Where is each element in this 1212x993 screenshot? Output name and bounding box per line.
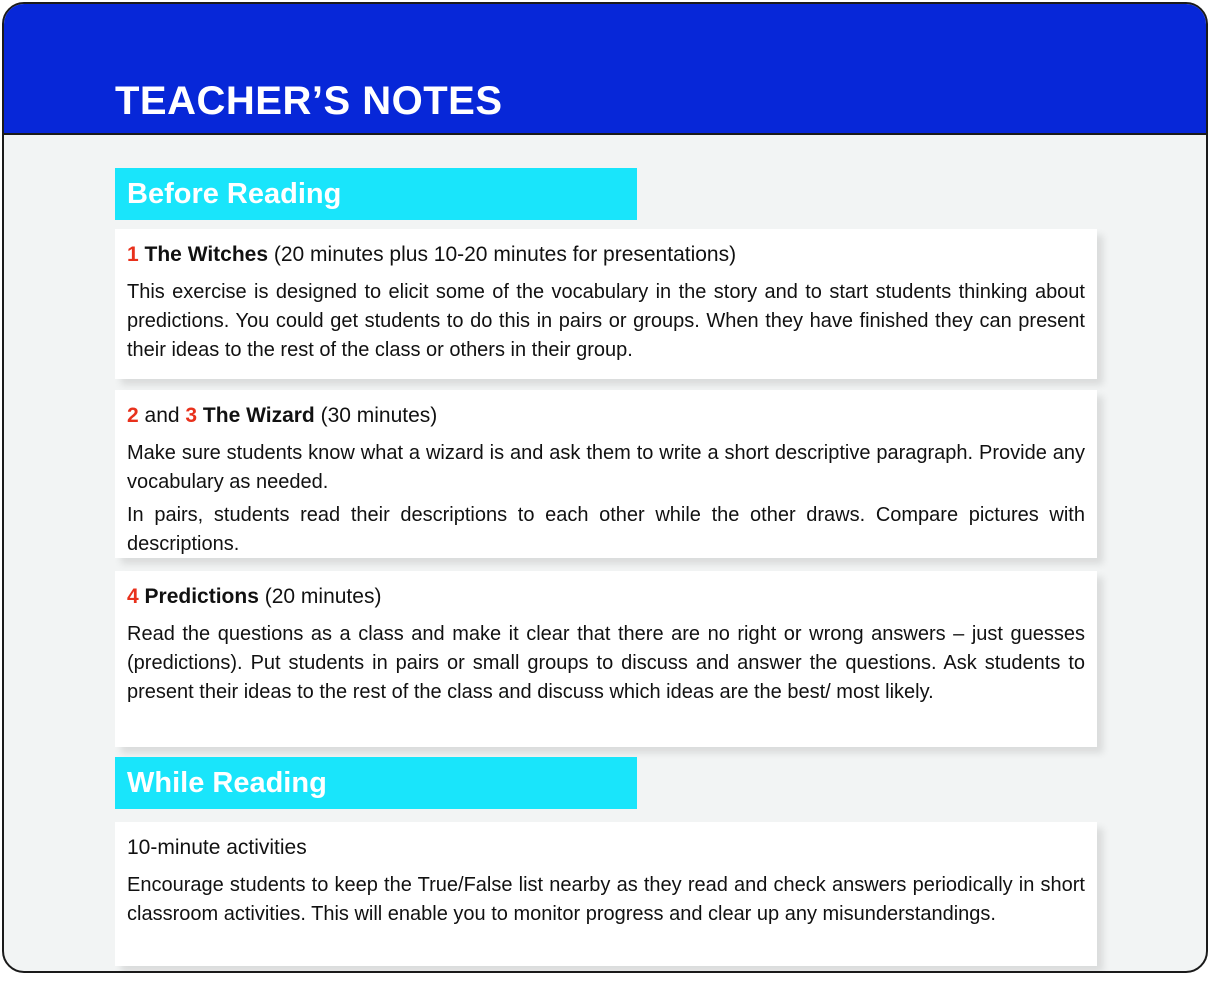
teachers-notes-panel [2,2,1208,973]
activity-card-predictions [115,571,1097,747]
activity-description: Make sure students know what a wizard is and ask them to write a short descriptive paragraph. Provide any vocabulary as needed. [127,442,1085,493]
activity-duration: (20 minutes plus 10-20 minutes for presentations) [268,243,737,266]
activity-number: 1 [127,243,139,266]
activity-description: Read the questions as a class and make it clear that there are no right or wrong answers – just guesses (predictions). Put students in pairs or small groups to discuss and answer the questions. Ask students to present their ideas to the rest of the class and discuss which ideas are the best/ most likely. [127,623,1085,703]
activity-number: 4 [127,585,139,608]
activity-description: This exercise is designed to elicit some of the vocabulary in the story and to start students thinking about predictions. You could get students to do this in pairs or groups. When they have finished they can present their ideas to the rest of the class or others in their group. [127,281,1085,361]
activity-number: 2 [127,404,139,427]
activity-card-10-minute [115,822,1097,966]
activity-card-wizard [115,390,1097,558]
activity-duration: (20 minutes) [258,585,382,608]
activity-duration: (30 minutes) [314,404,438,427]
section-title: Before Reading [127,178,342,210]
section-title: While Reading [127,767,327,799]
activity-description: In pairs, students read their descriptions to each other while the other draws. Compare pictures with descriptions. [127,504,1085,555]
activity-card-witches [115,229,1097,379]
section-while-reading [115,757,637,809]
activity-name: 10-minute activities [127,836,307,859]
activity-number: 3 [185,404,198,427]
header-banner [4,4,1206,135]
activity-heading [127,834,1085,862]
section-before-reading [115,168,637,220]
activity-heading [127,402,1085,430]
page-title: TEACHER’S NOTES [115,79,503,123]
activity-connector: and [138,404,186,427]
activity-description: Encourage students to keep the True/False list nearby as they read and check answers periodically in short classroom activities. This will enable you to monitor progress and clear up any misunderstandings. [127,874,1085,925]
activity-heading [127,583,1085,611]
activity-heading [127,241,1085,269]
activity-name: The Wizard [197,404,315,427]
activity-name: The Witches [144,243,269,266]
activity-name: Predictions [138,585,259,608]
